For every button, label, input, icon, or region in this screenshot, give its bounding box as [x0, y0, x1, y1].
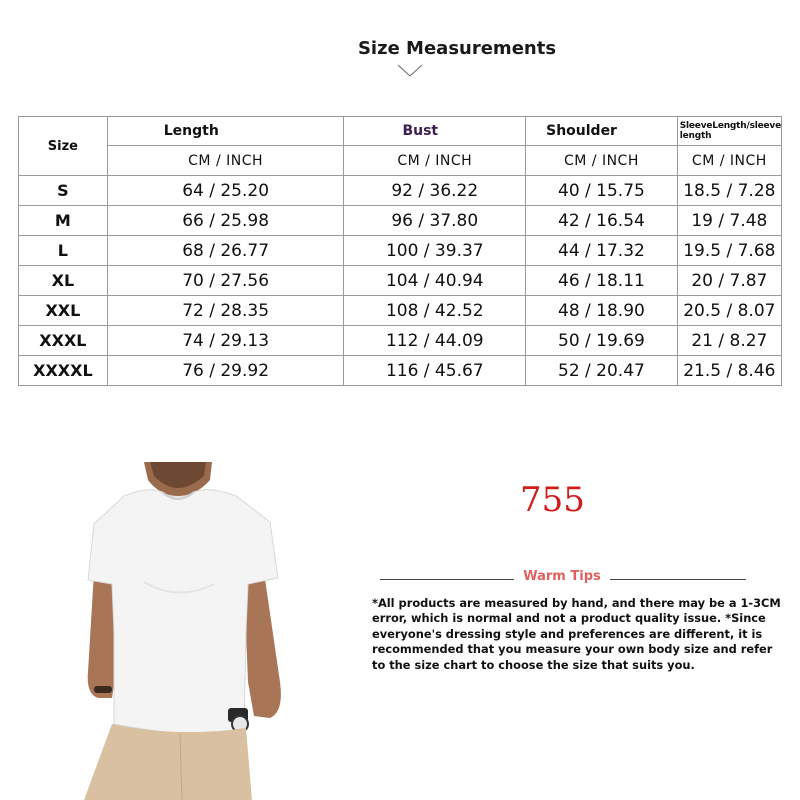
size-cell: XXL: [19, 296, 108, 326]
shoulder-cell: 46 / 18.11: [526, 266, 678, 296]
size-cell: L: [19, 236, 108, 266]
length-cell: 74 / 29.13: [107, 326, 344, 356]
tips-divider-left: [380, 579, 514, 580]
sleeve-header: SleeveLength/sleeve length: [677, 117, 781, 146]
table-row: [19, 296, 782, 326]
shoulder-unit: CM / INCH: [526, 146, 678, 176]
table-row: [19, 206, 782, 236]
size-cell: XL: [19, 266, 108, 296]
size-cell: XXXL: [19, 326, 108, 356]
chevron-down-icon: [397, 64, 423, 78]
size-chart-table: [18, 116, 782, 386]
length-cell: 66 / 25.98: [107, 206, 344, 236]
bust-cell: 108 / 42.52: [344, 296, 526, 326]
bust-unit: CM / INCH: [344, 146, 526, 176]
bust-cell: 92 / 36.22: [344, 176, 526, 206]
warm-tips-text: *All products are measured by hand, and there may be a 1-3CM error, which is normal and not a product quality issue. *Since everyone's dressing style and preferences are different, it is recommended that you measure your own body size and refer to the size chart to choose the size that suits you.: [372, 596, 781, 672]
length-cell: 70 / 27.56: [107, 266, 344, 296]
length-cell: 64 / 25.20: [107, 176, 344, 206]
table-row: [19, 176, 782, 206]
shoulder-cell: 40 / 15.75: [526, 176, 678, 206]
size-cell: XXXXL: [19, 356, 108, 386]
bust-cell: 116 / 45.67: [344, 356, 526, 386]
table-row: [19, 236, 782, 266]
sleeve-cell: 20.5 / 8.07: [677, 296, 781, 326]
sleeve-cell: 19 / 7.48: [677, 206, 781, 236]
bust-cell: 100 / 39.37: [344, 236, 526, 266]
shoulder-cell: 42 / 16.54: [526, 206, 678, 236]
length-cell: 76 / 29.92: [107, 356, 344, 386]
shoulder-cell: 48 / 18.90: [526, 296, 678, 326]
shoulder-cell: 50 / 19.69: [526, 326, 678, 356]
shoulder-header: Shoulder: [526, 117, 678, 146]
sleeve-cell: 21 / 8.27: [677, 326, 781, 356]
size-header: Size: [19, 117, 108, 176]
table-row: [19, 266, 782, 296]
sleeve-cell: 20 / 7.87: [677, 266, 781, 296]
sleeve-cell: 19.5 / 7.68: [677, 236, 781, 266]
table-row: [19, 326, 782, 356]
sleeve-unit: CM / INCH: [677, 146, 781, 176]
tshirt-model-image: [84, 462, 294, 800]
table-row: [19, 356, 782, 386]
bust-header: Bust: [344, 117, 526, 146]
length-header: Length: [107, 117, 344, 146]
sleeve-cell: 18.5 / 7.28: [677, 176, 781, 206]
size-cell: S: [19, 176, 108, 206]
product-code: 755: [520, 480, 585, 520]
sleeve-cell: 21.5 / 8.46: [677, 356, 781, 386]
bust-cell: 112 / 44.09: [344, 326, 526, 356]
length-cell: 68 / 26.77: [107, 236, 344, 266]
shoulder-cell: 44 / 17.32: [526, 236, 678, 266]
tips-divider-right: [610, 579, 746, 580]
page-title: Size Measurements: [357, 38, 557, 59]
bust-cell: 104 / 40.94: [344, 266, 526, 296]
length-cell: 72 / 28.35: [107, 296, 344, 326]
size-cell: M: [19, 206, 108, 236]
shoulder-cell: 52 / 20.47: [526, 356, 678, 386]
bust-cell: 96 / 37.80: [344, 206, 526, 236]
length-unit: CM / INCH: [107, 146, 344, 176]
warm-tips-title: Warm Tips: [523, 569, 601, 584]
